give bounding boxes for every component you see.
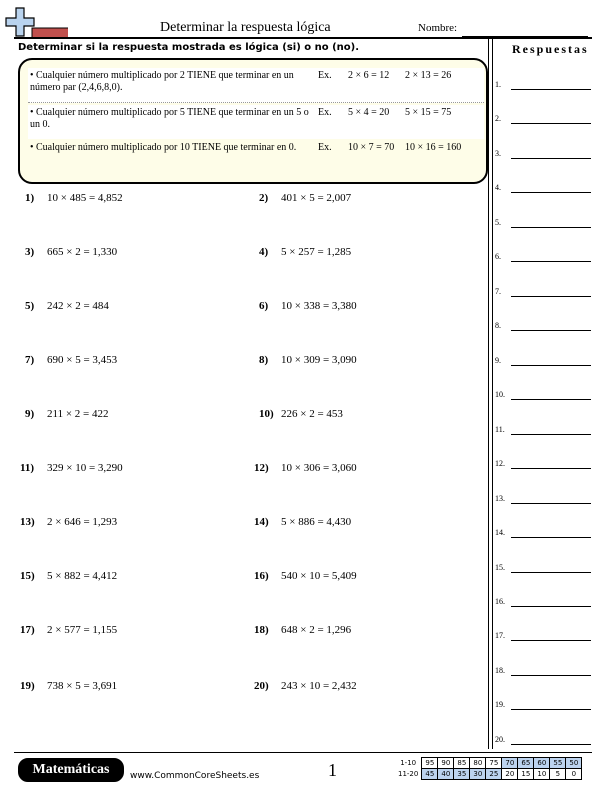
column-divider [492, 37, 493, 749]
answer-label: 8. [495, 321, 501, 330]
score-cell: 55 [550, 758, 566, 769]
problem [25, 192, 123, 204]
answer-label: 19. [495, 700, 505, 709]
answer-field[interactable] [511, 606, 591, 607]
score-cell: 25 [486, 769, 502, 780]
problem [254, 516, 351, 528]
rule-item [28, 140, 484, 174]
problem-number: 16) [254, 570, 269, 582]
rule-example: 2 × 13 = 26 [405, 70, 452, 81]
name-label: Nombre: [418, 22, 458, 34]
problem-number: 10) [259, 408, 274, 420]
answer-label: 16. [495, 597, 505, 606]
answer-field[interactable] [511, 468, 591, 469]
answer-field[interactable] [511, 261, 591, 262]
answer-label: 2. [495, 114, 501, 123]
score-cell: 45 [422, 769, 438, 780]
score-cell: 75 [486, 758, 502, 769]
answer-field[interactable] [511, 330, 591, 331]
answer-field[interactable] [511, 365, 591, 366]
column-divider [488, 37, 489, 749]
problem-number: 17) [20, 624, 35, 636]
answer-field[interactable] [511, 537, 591, 538]
problem [259, 192, 351, 204]
score-cell: 80 [470, 758, 486, 769]
rule-example: 2 × 6 = 12 [348, 70, 390, 81]
answer-field[interactable] [511, 675, 591, 676]
answer-field[interactable] [511, 123, 591, 124]
problem-number: 9) [25, 408, 35, 420]
rule-text: • Cualquier número multiplicado por 2 TIENE que terminar en un número par (2,4,6,8,0). [30, 70, 294, 93]
answer-label: 1. [495, 80, 501, 89]
problem [259, 408, 343, 420]
answer-field[interactable] [511, 89, 591, 90]
website-link[interactable]: www.CommonCoreSheets.es [130, 771, 260, 781]
problem-number: 12) [254, 462, 269, 474]
rule-example-label: Ex. [318, 70, 332, 81]
problem [25, 408, 109, 420]
score-row-label: 11-20 [398, 770, 419, 778]
score-cell: 95 [422, 758, 438, 769]
score-cell: 20 [502, 769, 518, 780]
problem-number: 18) [254, 624, 269, 636]
problem-expression: 5 × 886 = 4,430 [281, 516, 352, 528]
answer-field[interactable] [511, 296, 591, 297]
problem-expression: 2 × 646 = 1,293 [47, 516, 118, 528]
score-cell: 50 [566, 758, 582, 769]
problem-expression: 226 × 2 = 453 [281, 408, 343, 420]
problem-number: 3) [25, 246, 35, 258]
header-divider [14, 37, 592, 39]
answer-field[interactable] [511, 640, 591, 641]
problem-expression: 540 × 10 = 5,409 [281, 570, 357, 582]
score-row [396, 769, 582, 780]
page-title: Determinar la respuesta lógica [160, 20, 331, 35]
score-cell: 90 [438, 758, 454, 769]
problem-expression: 10 × 485 = 4,852 [47, 192, 123, 204]
score-cell: 85 [454, 758, 470, 769]
problem [20, 462, 123, 474]
problem-expression: 648 × 2 = 1,296 [281, 624, 352, 636]
score-cell: 15 [518, 769, 534, 780]
problem-number: 13) [20, 516, 35, 528]
score-cell: 70 [502, 758, 518, 769]
problem [25, 246, 117, 258]
problem-number: 19) [20, 680, 35, 692]
rule-text: • Cualquier número multiplicado por 10 TIENE que terminar en 0. [30, 142, 297, 153]
problem-expression: 5 × 882 = 4,412 [47, 570, 118, 582]
answer-label: 10. [495, 390, 505, 399]
score-cell: 65 [518, 758, 534, 769]
rule-example-label: Ex. [318, 142, 332, 153]
problem [254, 570, 357, 582]
problem-expression: 10 × 306 = 3,060 [281, 462, 357, 474]
answer-label: 13. [495, 494, 505, 503]
answer-field[interactable] [511, 709, 591, 710]
problem-expression: 5 × 257 = 1,285 [281, 246, 352, 258]
problem-expression: 690 × 5 = 3,453 [47, 354, 118, 366]
problem [254, 462, 357, 474]
answer-label: 5. [495, 218, 501, 227]
problem [259, 300, 357, 312]
score-row [396, 758, 582, 769]
answer-field[interactable] [511, 572, 591, 573]
answer-label: 7. [495, 287, 501, 296]
problem [20, 570, 117, 582]
problem-expression: 211 × 2 = 422 [47, 408, 109, 420]
rule-text: • Cualquier número multiplicado por 5 TIENE que terminar en un 5 o un 0. [30, 107, 309, 130]
problem [25, 354, 117, 366]
answer-label: 17. [495, 631, 505, 640]
answer-label: 15. [495, 563, 505, 572]
problem [259, 246, 351, 258]
problem [259, 354, 357, 366]
problem-number: 5) [25, 300, 35, 312]
answer-label: 18. [495, 666, 505, 675]
problem [254, 680, 357, 692]
score-cell: 0 [566, 769, 582, 780]
rule-example: 10 × 16 = 160 [405, 142, 462, 153]
score-cell: 60 [534, 758, 550, 769]
rule-item [28, 68, 484, 103]
problem [254, 624, 351, 636]
rule-example: 10 × 7 = 70 [348, 142, 395, 153]
answer-field[interactable] [511, 192, 591, 193]
problem-number: 15) [20, 570, 35, 582]
score-cell: 40 [438, 769, 454, 780]
problem-number: 8) [259, 354, 269, 366]
problem-number: 1) [25, 192, 35, 204]
answers-title: Respuestas [512, 42, 589, 56]
answer-label: 9. [495, 356, 501, 365]
score-row-label: 1-10 [400, 759, 417, 767]
problem [20, 624, 117, 636]
problem-expression: 665 × 2 = 1,330 [47, 246, 118, 258]
problem [20, 516, 117, 528]
answer-label: 14. [495, 528, 505, 537]
problem-number: 14) [254, 516, 269, 528]
problem-expression: 10 × 338 = 3,380 [281, 300, 357, 312]
answer-label: 11. [495, 425, 505, 434]
score-cell: 5 [550, 769, 566, 780]
problem-number: 6) [259, 300, 269, 312]
footer-divider [14, 752, 592, 753]
problem-expression: 329 × 10 = 3,290 [47, 462, 123, 474]
instructions: Determinar si la respuesta mostrada es lógica (si) o no (no). [18, 42, 360, 53]
problem-expression: 242 × 2 = 484 [47, 300, 109, 312]
rule-example-label: Ex. [318, 107, 332, 118]
answer-label: 20. [495, 735, 505, 744]
score-cell: 35 [454, 769, 470, 780]
answer-field[interactable] [511, 434, 591, 435]
problem-expression: 401 × 5 = 2,007 [281, 192, 352, 204]
answer-label: 3. [495, 149, 501, 158]
problem-expression: 738 × 5 = 3,691 [47, 680, 118, 692]
answer-label: 4. [495, 183, 501, 192]
problem-expression: 10 × 309 = 3,090 [281, 354, 357, 366]
answer-field[interactable] [511, 158, 591, 159]
problem [25, 300, 109, 312]
problem-number: 7) [25, 354, 35, 366]
problem [20, 680, 117, 692]
rule-example: 5 × 15 = 75 [405, 107, 452, 118]
score-table [396, 757, 582, 780]
problem-number: 11) [20, 462, 35, 474]
answer-label: 6. [495, 252, 501, 261]
answer-field[interactable] [511, 399, 591, 400]
answer-field[interactable] [511, 227, 591, 228]
brand-badge: Matemáticas [18, 758, 124, 782]
page-number: 1 [328, 760, 337, 780]
rules-box [18, 58, 488, 184]
problem-number: 4) [259, 246, 269, 258]
answer-label: 12. [495, 459, 505, 468]
problem-number: 2) [259, 192, 269, 204]
answer-field[interactable] [511, 744, 591, 745]
rule-example: 5 × 4 = 20 [348, 107, 390, 118]
problem-expression: 2 × 577 = 1,155 [47, 624, 118, 636]
rule-item [28, 105, 484, 139]
problem-expression: 243 × 10 = 2,432 [281, 680, 357, 692]
problem-number: 20) [254, 680, 269, 692]
answer-field[interactable] [511, 503, 591, 504]
score-cell: 30 [470, 769, 486, 780]
logo-icon [4, 4, 68, 40]
score-cell: 10 [534, 769, 550, 780]
